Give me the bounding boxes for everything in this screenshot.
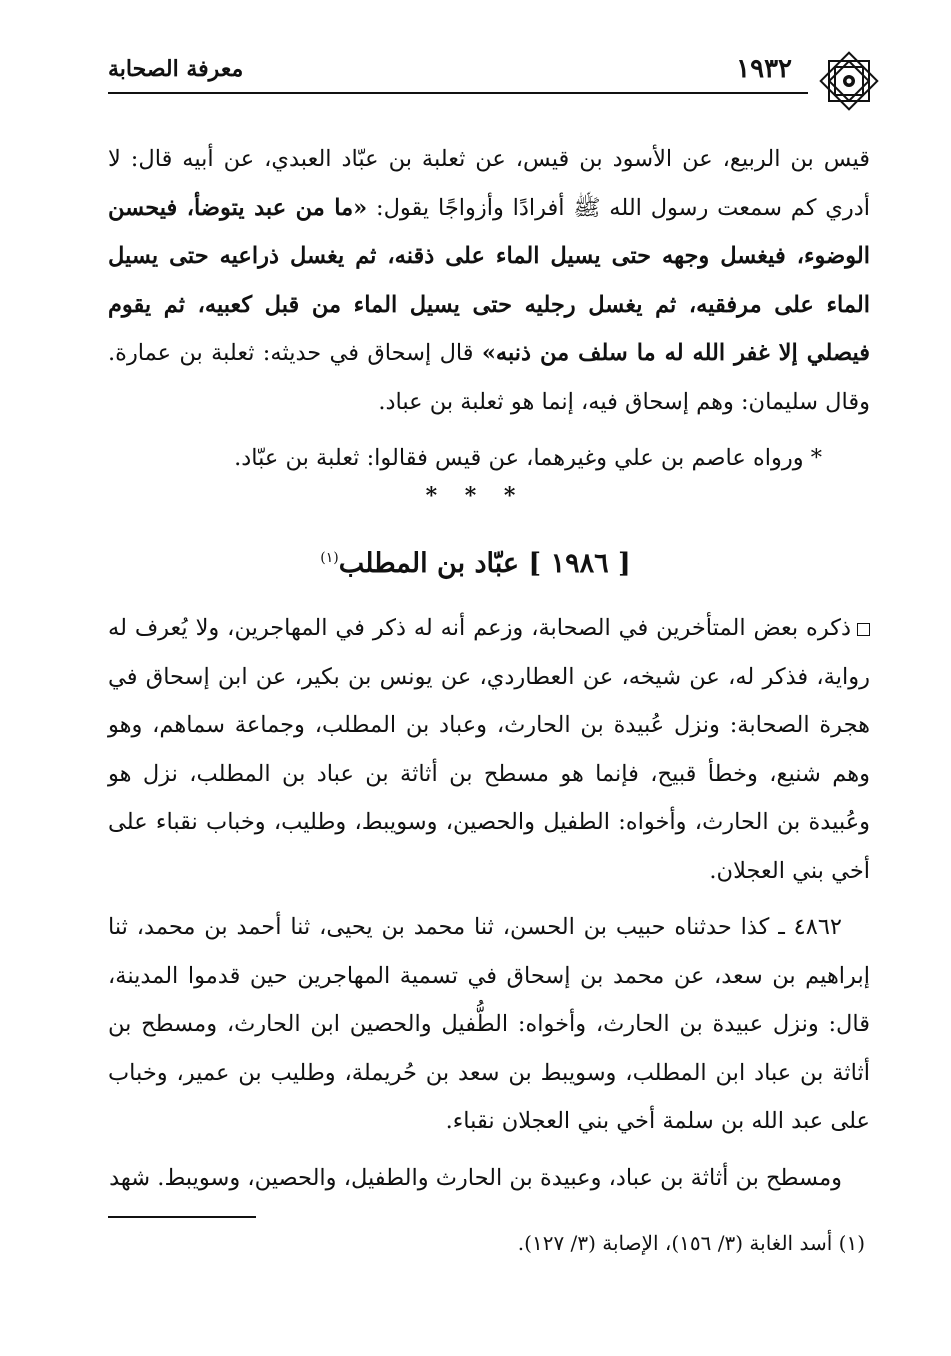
entry-title: [ ١٩٨٦ ] عبّاد بن المطلب — [338, 548, 631, 579]
entry-paragraph-1: ذكره بعض المتأخرين في الصحابة، وزعم أنه له ذكر في المهاجرين، ولا يُعرف له رواية، فذكر له، عن شيخه، عن العطاردي، عن يونس بن بكير، عن ابن إسحاق في هجرة الصحابة: ونزل عُبيدة بن الحارث، وعباد بن المطلب، وجماعة سماهم، وهو وهم شنيع، وخطأ قبيح، فإنما هو مسطح بن أثاثة بن عباد بن المطلب، نزل هو وعُبيدة بن الحارث، وأخواه: الطفيل والحصين، وسويبط، وطليب، وخباب نقباء على أخي بني العجلان. — [108, 615, 870, 884]
running-book-title: معرفة الصحابة — [108, 56, 244, 82]
entry-paragraph-3: ومسطح بن أثاثة بن عباد، وعبيدة بن الحارث والطفيل، والحصين، وسويبط. شهد — [109, 1164, 842, 1191]
entry-paragraph-2: ٤٨٦٢ ـ كذا حدثناه حبيب بن الحسن، ثنا محمد بن يحيى، ثنا أحمد بن محمد، ثنا إبراهيم بن سعد، عن محمد بن إسحاق في تسمية المهاجرين حين قدموا المدينة، قال: ونزل عبيدة بن الحارث، وأخواه: الطُّفيل والحصين ابن الحارث، ومسطح بن أثاثة بن عباد ابن المطلب، وسويبط بن سعد بن حُريملة، وطليب بن عمير، وخباب على عبد الله بن سلمة أخي بني العجلان نقباء. — [108, 914, 870, 1134]
narration-block — [108, 135, 870, 483]
ornament-icon — [816, 48, 882, 114]
footnote: (١) أسد الغابة (٣/ ١٥٦)، الإصابة (٣/ ١٢٧). — [517, 1231, 865, 1255]
square-marker-icon — [857, 623, 870, 636]
hadith-paragraph — [108, 135, 870, 426]
entry-body — [108, 604, 870, 1202]
isnad-text: قيس بن الربيع، عن الأسود بن قيس، عن ثعلبة بن عبّاد العبدي، عن أبيه قال: لا أدري كم سمعت رسول الله ﷺ أفرادًا وأزواجًا يقول: — [108, 146, 870, 221]
hadith-matn: «ما من عبد يتوضأ، فيحسن الوضوء، فيغسل وجهه حتى يسيل الماء على ذقنه، ثم يغسل ذراعيه حتى يسيل الماء على مرفقيه، ثم يغسل رجليه حتى يسيل الماء من قبل كعبيه، ثم يقوم فيصلي إلا غفر الله له ما سلف من ذنبه» — [108, 194, 870, 366]
entry-heading — [0, 548, 951, 579]
page-header — [108, 48, 882, 108]
section-separator: * * * — [425, 483, 526, 509]
footnote-ref: (١) — [320, 550, 339, 566]
hadith-commentary: قال إسحاق في حديثه: ثعلبة بن عمارة. وقال سليمان: وهم إسحاق فيه، إنما هو ثعلبة بن عباد. — [108, 340, 870, 415]
page-number: ١٩٣٢ — [736, 54, 792, 84]
alternate-narration: * ورواه عاصم بن علي وغيرهما، عن قيس فقالوا: ثعلبة بن عبّاد. — [234, 445, 822, 471]
footnote-rule — [108, 1216, 256, 1218]
header-rule — [108, 92, 808, 94]
